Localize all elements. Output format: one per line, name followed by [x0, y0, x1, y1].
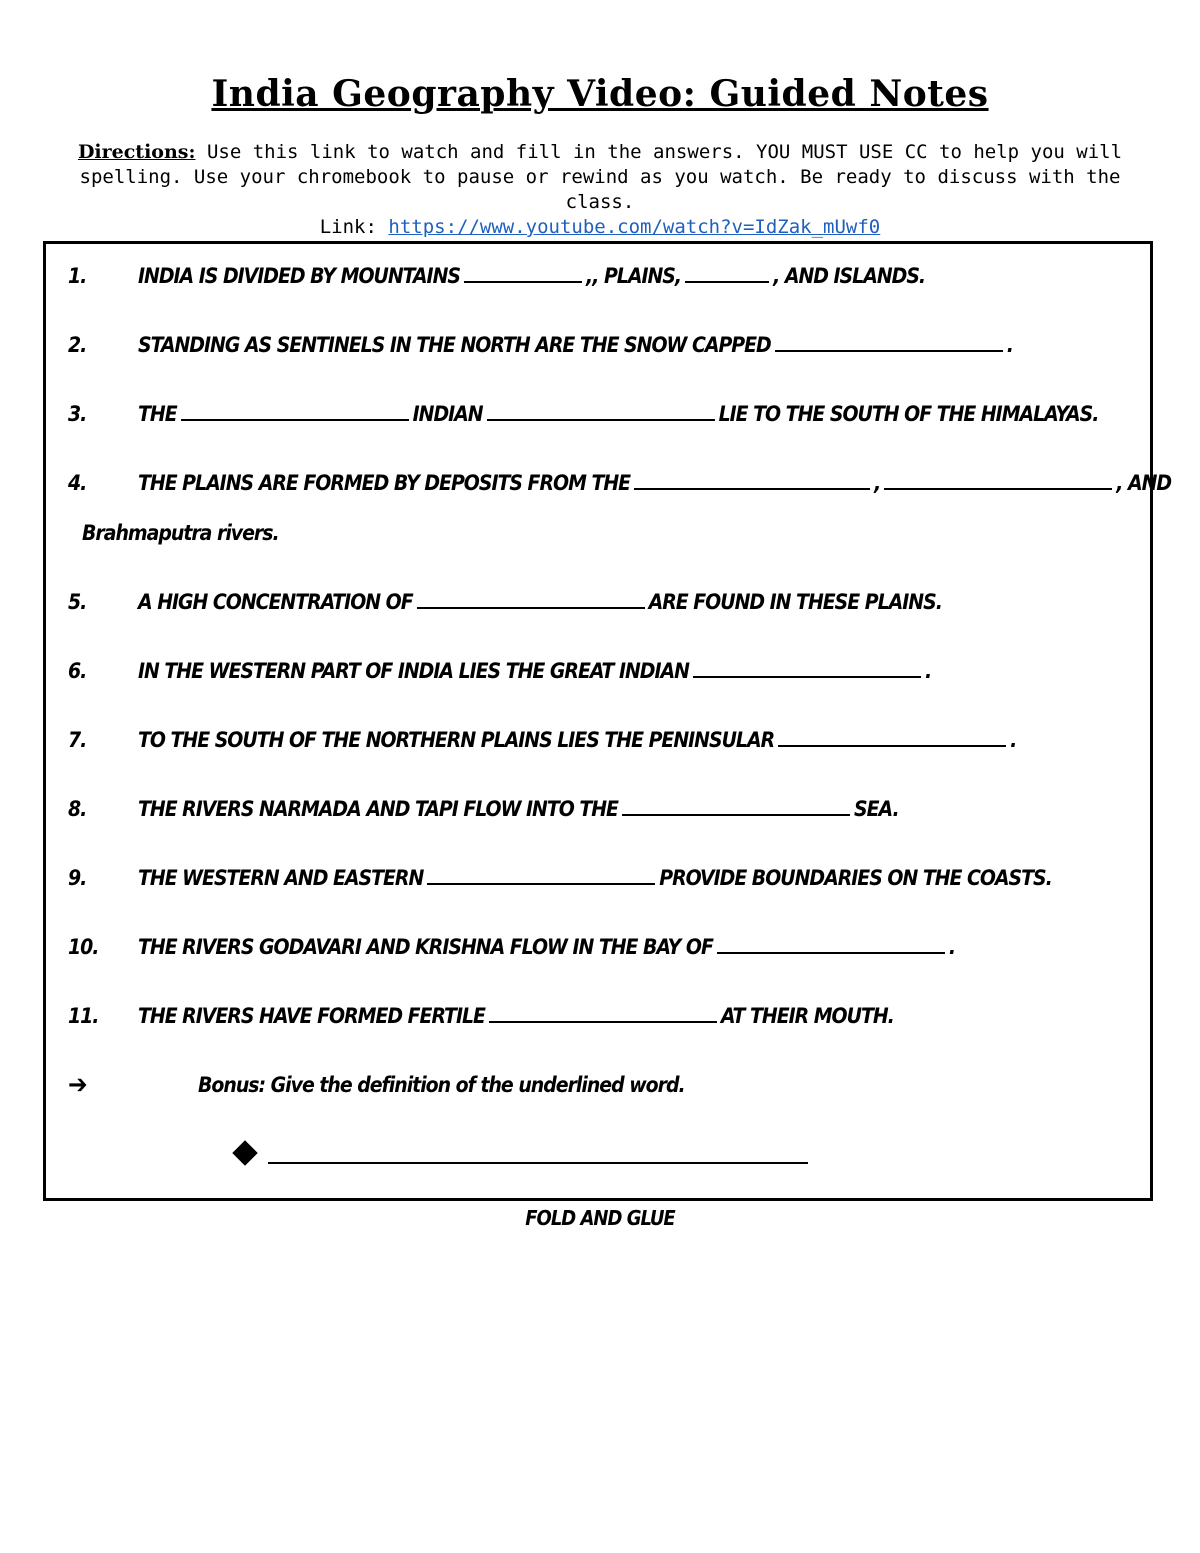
question-text: TO THE SOUTH OF THE NORTHERN PLAINS LIES THE PENINSULAR	[138, 728, 775, 752]
answer-blank[interactable]	[884, 468, 1112, 490]
answer-blank[interactable]	[489, 1001, 717, 1023]
question-number: 10.	[68, 935, 99, 959]
question-10	[68, 932, 955, 962]
answer-blank[interactable]	[622, 794, 850, 816]
question-number: 8.	[68, 797, 87, 821]
question-11	[68, 1001, 894, 1031]
question-7	[68, 725, 1016, 755]
notes-box	[43, 241, 1172, 1201]
answer-blank[interactable]	[417, 587, 645, 609]
question-number: 6.	[68, 659, 87, 683]
link-label: Link:	[319, 216, 389, 238]
question-number: 4.	[68, 471, 87, 495]
question-8	[68, 794, 899, 824]
question-number: 1.	[68, 264, 87, 288]
answer-blank[interactable]	[717, 932, 945, 954]
question-6	[68, 656, 931, 686]
question-1	[68, 261, 925, 291]
bonus-text: Bonus: Give the definition of the underlined word.	[198, 1073, 685, 1097]
question-text: SEA.	[853, 797, 899, 821]
question-4-continuation: Brahmaputra rivers.	[82, 521, 279, 545]
question-text: THE RIVERS GODAVARI AND KRISHNA FLOW IN THE BAY OF	[138, 935, 713, 959]
question-number: 5.	[68, 590, 87, 614]
question-text: .	[924, 659, 932, 683]
question-text: ,, PLAINS,	[586, 264, 682, 288]
question-text: THE RIVERS NARMADA AND TAPI FLOW INTO THE	[138, 797, 618, 821]
question-5	[68, 587, 942, 617]
bonus-answer-line[interactable]	[268, 1162, 808, 1164]
question-text: .	[1006, 333, 1013, 357]
answer-blank[interactable]	[487, 399, 715, 421]
question-text: .	[1010, 728, 1017, 752]
video-link[interactable]: https://www.youtube.com/watch?v=IdZak_mUwf0	[388, 216, 881, 238]
page-title: India Geography Video: Guided Notes	[211, 73, 989, 115]
question-number: 3.	[68, 402, 87, 426]
question-2	[68, 330, 1013, 360]
directions-label: Directions:	[77, 141, 196, 163]
directions	[60, 140, 1140, 240]
answer-blank[interactable]	[685, 261, 769, 283]
answer-blank[interactable]	[181, 399, 409, 421]
answer-blank[interactable]	[693, 656, 921, 678]
question-text: , AND ISLANDS.	[773, 264, 926, 288]
question-text: THE	[138, 402, 177, 426]
question-text: ARE FOUND IN THESE PLAINS.	[648, 590, 942, 614]
question-4	[68, 468, 1171, 498]
question-text: THE RIVERS HAVE FORMED FERTILE	[138, 1004, 485, 1028]
question-text: AT THEIR MOUTH.	[720, 1004, 894, 1028]
question-3	[68, 399, 1098, 429]
fold-and-glue-label: FOLD AND GLUE	[525, 1206, 675, 1230]
answer-blank[interactable]	[634, 468, 870, 490]
question-text: THE WESTERN AND EASTERN	[138, 866, 424, 890]
question-text: IN THE WESTERN PART OF INDIA LIES THE GREAT INDIAN	[138, 659, 689, 683]
question-text: STANDING AS SENTINELS IN THE NORTH ARE THE SNOW CAPPED	[138, 333, 771, 357]
answer-blank[interactable]	[778, 725, 1006, 747]
diamond-icon	[232, 1140, 257, 1165]
directions-text: Use this link to watch and fill in the answers. YOU MUST USE CC to help you will spelling. Use your chromebook to pause or rewind as you watch. Be ready to discuss with the class.	[79, 141, 1123, 213]
question-number: 9.	[68, 866, 87, 890]
question-text: INDIAN	[412, 402, 483, 426]
question-text: LIE TO THE SOUTH OF THE HIMALAYAS.	[718, 402, 1099, 426]
question-text: , AND	[1116, 471, 1172, 495]
arrow-icon: ➔	[68, 1070, 88, 1100]
answer-blank[interactable]	[464, 261, 582, 283]
question-text: .	[948, 935, 956, 959]
question-number: 11.	[68, 1004, 99, 1028]
answer-blank[interactable]	[775, 330, 1003, 352]
question-text: THE PLAINS ARE FORMED BY DEPOSITS FROM THE	[138, 471, 631, 495]
question-9	[68, 863, 1052, 893]
question-text: ,	[874, 471, 881, 495]
question-text: PROVIDE BOUNDARIES ON THE COASTS.	[659, 866, 1052, 890]
question-number: 2.	[68, 333, 87, 357]
question-number: 7.	[68, 728, 87, 752]
question-text: A HIGH CONCENTRATION OF	[138, 590, 413, 614]
question-text: INDIA IS DIVIDED BY MOUNTAINS	[138, 264, 461, 288]
answer-blank[interactable]	[427, 863, 655, 885]
